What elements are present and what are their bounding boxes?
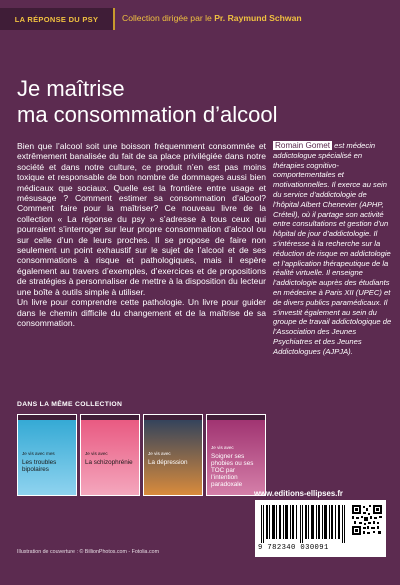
- publisher-website: www.editions-ellipses.fr: [254, 489, 343, 498]
- collection-director: [122, 13, 302, 23]
- book-prefix: Je vis avec mes: [22, 451, 55, 456]
- header: [0, 0, 400, 38]
- book-title-small: Les troubles bipolaires: [22, 458, 57, 473]
- book-prefix: Je vis avec: [148, 451, 171, 456]
- same-collection-label: DANS LA MÊME COLLECTION: [17, 401, 123, 408]
- book-cover: [80, 414, 140, 496]
- author-bio: [273, 141, 393, 357]
- director-name: Pr. Raymund Schwan: [214, 13, 302, 23]
- same-collection-books: [17, 414, 272, 496]
- book-title-small: Soigner ses phobies ou ses TOC par l’intention paradoxale: [211, 452, 254, 488]
- title-line-1: Je maîtrise: [17, 76, 125, 101]
- book-title: [17, 76, 387, 128]
- title-line-2: ma consommation d’alcool: [17, 102, 278, 127]
- book-prefix: Je vis avec: [85, 451, 108, 456]
- book-title-small: La schizophrénie: [85, 458, 133, 466]
- book-title-small: La dépression: [148, 458, 188, 466]
- book-prefix: Je vis avec: [211, 445, 234, 450]
- barcode-area: [255, 500, 386, 557]
- cover-credits: Illustration de couverture : © BillionPhotos.com - Fotolia.com: [17, 549, 159, 555]
- author-bio-text: est médecin addictologue spécialisé en thérapies cognitivo-comportementales et motivationnelles. Il exerce au sein du service d’addictologie de l’hôpital Albert Chenevier (APHP, Créteil), où il partage son activité entre consultations et gestion d’un hôpital de jour d’addictologie. Il s’intéresse à la recherche sur la réduction de risque en addictologie et l’application thérapeutique de la réalité virtuelle. Il enseigne l’addictologie auprès des étudiants en médecine à Paris XII (UPEC) et de divers publics paramédicaux. Il s’investit également au sein du groupe de travail addictologique de l’Association des Jeunes Psychiatres et des Jeunes Addictologues (AJPJA).: [273, 141, 392, 356]
- isbn-number: 9 782340 030091: [258, 544, 329, 552]
- summary-paragraph-1: Bien que l’alcool soit une boisson fréquemment consommée et extrêmement banalisée du fait de sa place privilégiée dans notre société et dans notre culture, ce produit n’en est pas moins toxique et responsable de bon nombre de dommages aussi bien médicaux que sociaux. Quelle est la frontière entre usage et mésusage ? Comment estimer sa consommation d’alcool? Comment faire pour la maîtriser? Ce nouveau livre de la collection « La réponse du psy » s’adresse à tous ceux qui pourraient s’interroger sur leur propre consommation d’alcool ou sur celle d’un de leurs proches. Il se propose de faire non seulement un point exhaustif sur le sujet de l’alcool et de ses consommations à risque et pathologiques, mais il espère également au travers d’exemples, d’exercices et de propositions de stratégies à personnaliser de mettre à la disposition du lecteur une boîte à outils simple à utiliser.: [17, 141, 266, 297]
- summary-paragraph-2: Un livre pour comprendre cette pathologie. Un livre pour guider dans le chemin difficile du changement et de la maîtrise de sa consommation.: [17, 297, 266, 328]
- barcode-icon: [261, 505, 345, 543]
- book-cover: [206, 414, 266, 496]
- author-name: Romain Gomet: [275, 141, 331, 150]
- summary: [17, 141, 266, 328]
- collection-prefix: Collection dirigée par le: [122, 13, 212, 23]
- book-cover: [143, 414, 203, 496]
- book-cover: [17, 414, 77, 496]
- series-badge: LA RÉPONSE DU PSY: [0, 8, 115, 30]
- qr-code-icon: [352, 505, 382, 535]
